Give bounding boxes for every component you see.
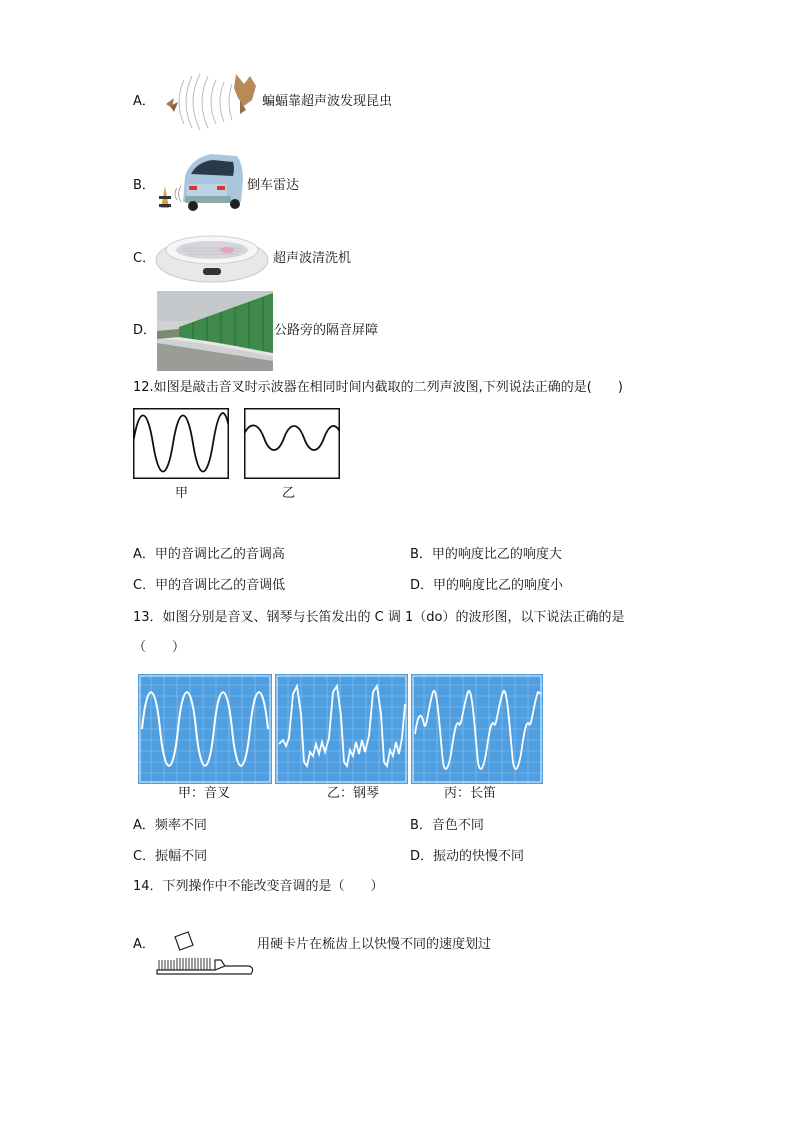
q11-option-b-letter: B．: [133, 178, 155, 193]
q12-stem: 12.如图是敲击音叉时示波器在相同时间内截取的二列声波图,下列说法正确的是( ): [133, 380, 623, 395]
q11-option-a-letter: A．: [133, 94, 155, 109]
q12-option-b: B．甲的响度比乙的响度大: [410, 547, 562, 562]
q13-option-a: A．频率不同: [133, 818, 207, 833]
q13-oscilloscope-tuning-fork: [138, 674, 272, 784]
q13-oscilloscope-flute: [411, 674, 543, 784]
q13-fig-label-tuning-fork: 甲：音叉: [178, 786, 231, 801]
bat-ultrasound-image: [160, 70, 260, 134]
q12-fig-label-yi: 乙: [282, 486, 296, 501]
q12-option-c: C．甲的音调比乙的音调低: [133, 578, 286, 593]
q12-fig-label-jia: 甲: [175, 486, 189, 501]
q12-option-d: D．甲的响度比乙的响度小: [410, 578, 564, 593]
q12-option-a: A．甲的音调比乙的音调高: [133, 547, 285, 562]
q14-option-a-text: 用硬卡片在梳齿上以快慢不同的速度划过: [257, 937, 492, 952]
q12-waveform-yi: [244, 408, 340, 479]
q13-option-b: B．音色不同: [410, 818, 484, 833]
sound-barrier-image: [157, 291, 273, 371]
q14-stem: 14．下列操作中不能改变音调的是（ ）: [133, 879, 384, 894]
ultrasonic-cleaner-image: [153, 230, 271, 284]
comb-card-image: [155, 930, 255, 978]
reversing-radar-image: [155, 150, 245, 214]
q13-stem-line1: 13．如图分别是音叉、钢琴与长笛发出的 C 调 1（do）的波形图，以下说法正确的是: [133, 610, 625, 625]
q11-option-d-letter: D．: [133, 323, 157, 338]
q13-fig-label-piano: 乙：钢琴: [327, 786, 380, 801]
q13-option-d: D．振动的快慢不同: [410, 849, 525, 864]
q11-option-c-letter: C．: [133, 251, 156, 266]
q11-option-d-text: 公路旁的隔音屏障: [274, 323, 379, 338]
q12-waveform-jia: [133, 408, 229, 479]
q14-option-a-letter: A．: [133, 937, 155, 952]
q13-option-c: C．振幅不同: [133, 849, 208, 864]
q11-option-b-text: 倒车雷达: [247, 178, 300, 193]
q13-fig-label-flute: 丙：长笛: [444, 786, 497, 801]
q11-option-c-text: 超声波清洗机: [273, 251, 352, 266]
q13-stem-line2: （ ）: [133, 640, 186, 655]
q11-option-a-text: 蝙蝠靠超声波发现昆虫: [262, 94, 393, 109]
q13-oscilloscope-piano: [275, 674, 408, 784]
